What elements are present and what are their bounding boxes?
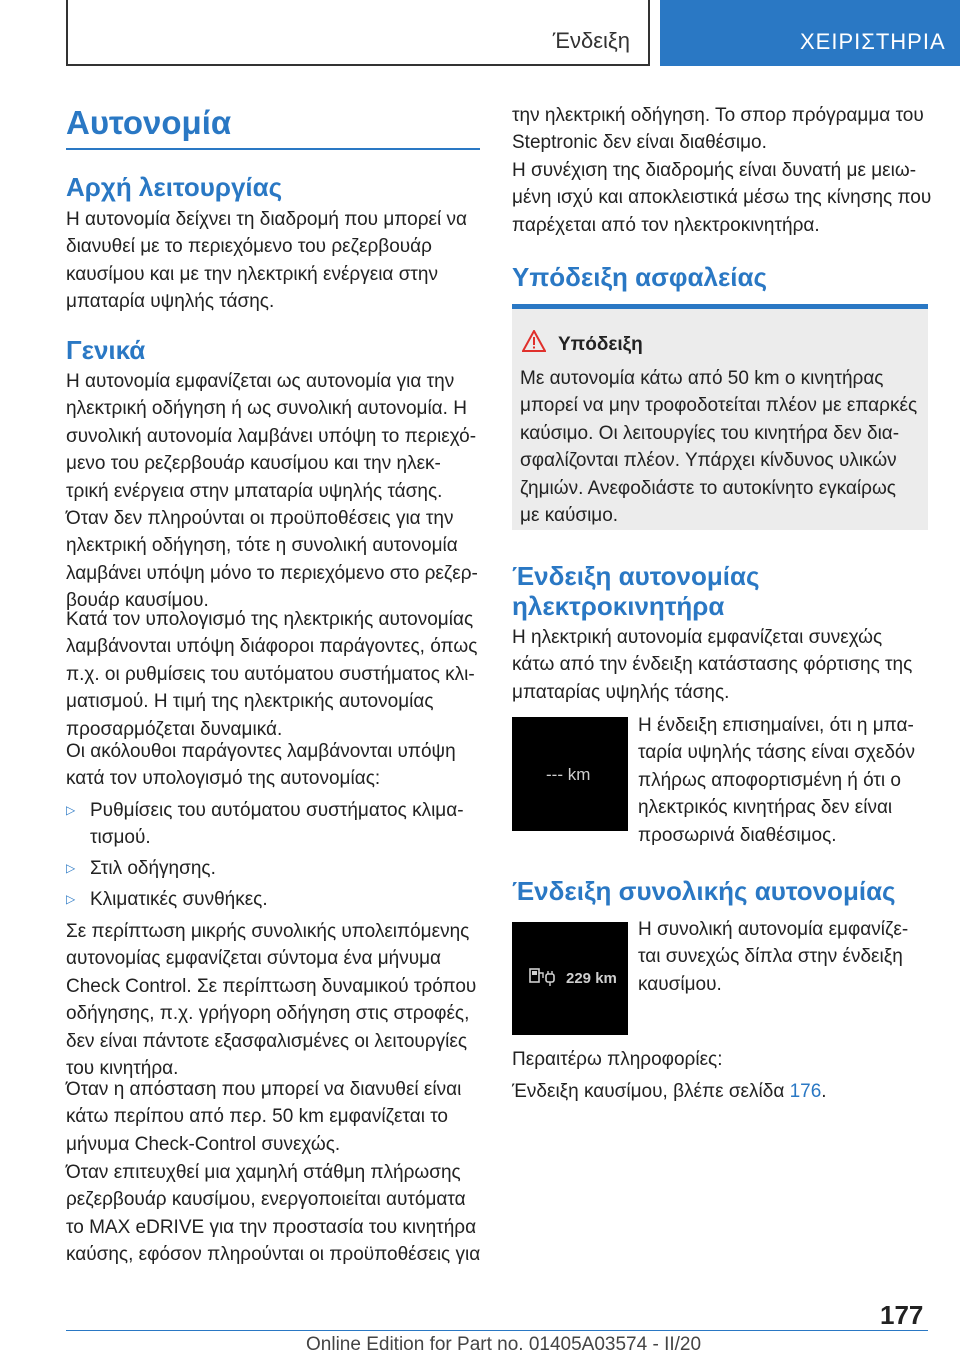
ev-range-display-image [512,717,628,831]
continued-paragraph: την ηλεκτρική οδήγηση. Το σπορ πρόγραμμα του Steptronic δεν είναι διαθέσιμο. [512,105,924,154]
fuel-plug-icon [528,966,560,988]
cross-reference: Ένδειξη καυσίμου, βλέπε σελίδα 176. [512,1081,827,1102]
continuation-paragraph: Η συνέχιση της διαδρομής είναι δυνατή με μειω- μένη ισχύ και αποκλειστικά μέσω της κίνησης που παρέχεται από τον ηλεκτροκινητήρα. [512,160,932,236]
warning-box [512,304,928,530]
heading-ev-range: Ένδειξη αυτονομίας ηλεκτροκινητήρα [512,561,760,621]
ev-range-display-description: Η ένδειξη επισημαίνει, ότι η μπα- ταρία υψηλής τάσης είναι σχεδόν πλήρως αποφορτισμένη ή ότι ο ηλεκτρικός κινητήρας δεν είναι προσωρινά διαθέσιμος. [638,715,915,846]
warning-triangle-icon [522,330,546,352]
warning-top-bar [512,304,928,309]
bullet-triangle-icon: ▷ [66,803,76,817]
general-paragraph-4: Σε περίπτωση μικρής συνολικής υπολειπόμενης αυτονομίας εμφανίζεται σύντομα ένα μήνυμα Check Control. Σε περίπτωση δυναμικού τρόπου οδήγησης, π.χ. γρήγορη οδήγηση στις στροφές, δεν είναι πάντοτε εξασφαλισμένες οι λειτουργίες του κινητήρα. [66,921,477,1080]
warning-text: Με αυτονομία κάτω από 50 km ο κινητήρας μπορεί να μην τροφοδοτείται πλέον με επαρκές καύσιμο. Οι λειτουργίες του κινητήρα δεν δια- σφαλίζονται πλέον. Υπάρχει κίνδυνος υλικών ζημιών. Ανεφοδιάστε το αυτοκίνητο εγκαίρως με καύσιμο. [520,368,918,527]
page-link-176[interactable]: 176 [789,1081,822,1102]
footer-text: Online Edition for Part no. 01405A03574 - II/20 [306,1334,702,1355]
bullet-triangle-icon: ▷ [66,892,76,906]
footer-rule [66,1330,928,1331]
general-paragraph-3: Οι ακόλουθοι παράγοντες λαμβάνονται υπόψη κατά τον υπολογισμό της αυτονομίας: [66,741,456,790]
total-range-display-value: 229 km [566,970,617,987]
principle-paragraph: Η αυτονομία δείχνει τη διαδρομή που μπορεί να διανυθεί με το περιεχόμενο του ρεζερβουάρ καυσίμου και με την ηλεκτρική ενέργεια στην μπαταρία υψηλής τάσης. [66,209,467,313]
header-section-label: Ένδειξη [552,28,630,53]
heading-safety: Υπόδειξη ασφαλείας [512,262,768,292]
total-range-display-image [512,922,628,1035]
general-paragraph-1: Η αυτονομία εμφανίζεται ως αυτονομία για την ηλεκτρική οδήγηση ή ως συνολική αυτονομία. Η συνολική αυτονομία λαμβάνει υπόψη το περιεχό- μενο του ρεζερβουάρ καυσίμου και την ηλεκ- τρική ενέργεια στην μπαταρία υψηλής τάσης. Όταν δεν πληρούνται οι προϋποθέσεις για την ηλεκτρική οδήγηση, τότε η συνολική αυτονομία λαμβάνει υπόψη μόνο το περιεχόμενο στο ρεζερ- βουάρ καυσίμου. [66,371,478,612]
page-number: 177 [880,1300,924,1330]
ev-range-paragraph: Η ηλεκτρική αυτονομία εμφανίζεται συνεχώς κάτω από την ένδειξη κατάστασης φόρτισης της μπαταρίας υψηλής τάσης. [512,627,913,703]
header-chapter-label: ΧΕΙΡΙΣΤΗΡΙΑ [800,29,946,54]
total-range-display-description: Η συνολική αυτονομία εμφανίζε- ται συνεχώς δίπλα στην ένδειξη καυσίμου. [638,919,909,995]
header-chapter-tab[interactable] [660,0,960,66]
heading-principle: Αρχή λειτουργίας [66,172,283,202]
page-title: Αυτονομία [66,104,232,141]
more-info-label: Περαιτέρω πληροφορίες: [512,1049,723,1070]
ev-range-display-value: --- km [546,765,591,784]
title-rule [66,148,480,150]
heading-general: Γενικά [66,335,146,365]
heading-total-range: Ένδειξη συνολικής αυτονομίας [512,876,896,906]
warning-title: Υπόδειξη [558,334,643,355]
general-paragraph-5: Όταν η απόσταση που μπορεί να διανυθεί είναι κάτω περίπου από περ. 50 km εμφανίζεται το μήνυμα Check-Control συνεχώς. [66,1079,462,1155]
general-paragraph-6: Όταν επιτευχθεί μια χαμηλή στάθμη πλήρωσης ρεζερβουάρ καυσίμου, ενεργοποιείται αυτόματα το MAX eDRIVE για την προστασία του κινητήρα καύσης, εφόσον πληρούνται οι προϋποθέσεις για [66,1162,481,1266]
header-section-box [66,0,650,66]
general-paragraph-2: Κατά τον υπολογισμό της ηλεκτρικής αυτονομίας λαμβάνονται υπόψη διάφοροι παράγοντες, όπως π.χ. οι ρυθμίσεις του αυτόματου συστήματος κλι- ματισμού. Η τιμή της ηλεκτρικής αυτονομίας προσαρμόζεται δυναμικά. [66,609,478,740]
bullet-triangle-icon: ▷ [66,861,76,875]
